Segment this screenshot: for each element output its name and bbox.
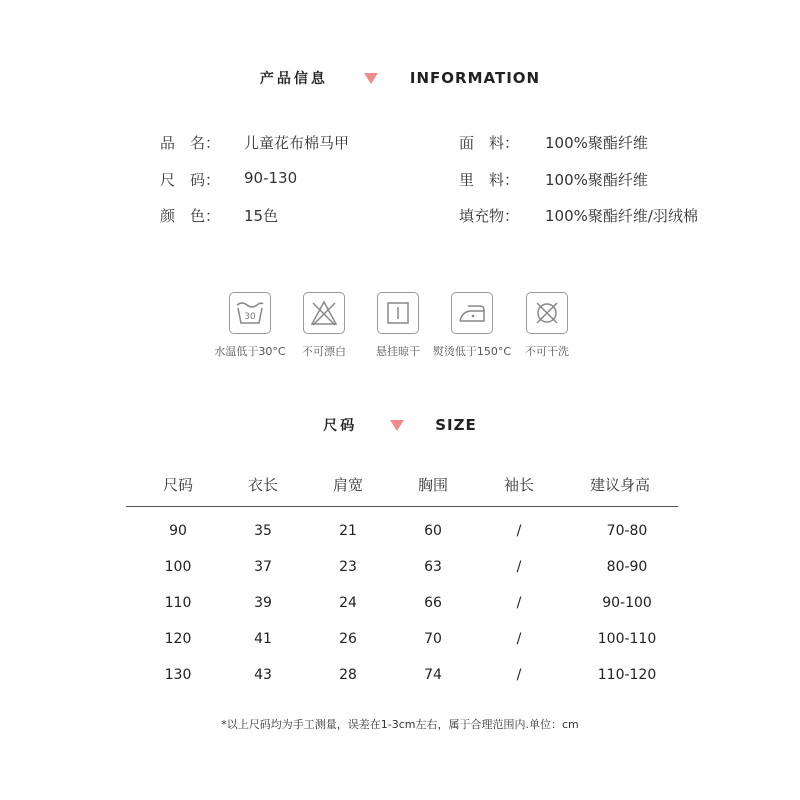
cell-length: 41 xyxy=(254,631,272,647)
size-title-en: SIZE xyxy=(435,416,477,434)
cell-sleeve: / xyxy=(516,631,522,647)
info-label-color: 颜 色： xyxy=(160,207,221,225)
info-label-fabric: 面 料： xyxy=(459,134,520,152)
cell-sleeve: / xyxy=(516,523,522,539)
cell-shoulder: 23 xyxy=(339,559,357,575)
care-label-hang-dry: 悬挂晾干 xyxy=(376,345,420,358)
care-item-wash xyxy=(210,292,290,359)
header-chest: 胸围 xyxy=(417,476,448,494)
no-dry-clean-icon xyxy=(526,292,568,334)
information-title-en: INFORMATION xyxy=(409,69,541,87)
size-title-cn: 尺码 xyxy=(323,418,358,434)
header-shoulder: 肩宽 xyxy=(332,476,363,494)
cell-height: 90-100 xyxy=(602,595,652,611)
info-label-lining: 里 料： xyxy=(459,171,520,189)
care-item-no-dry-clean xyxy=(507,292,587,359)
cell-chest: 74 xyxy=(424,667,442,683)
cell-shoulder: 24 xyxy=(339,595,357,611)
info-label-name: 品 名： xyxy=(160,134,221,152)
care-item-iron xyxy=(432,292,512,359)
no-bleach-icon xyxy=(303,292,345,334)
info-value-fabric: 100%聚酯纤维 xyxy=(545,134,648,152)
cell-size: 90 xyxy=(169,523,187,539)
cell-size: 100 xyxy=(164,559,192,575)
cell-size: 110 xyxy=(164,595,192,611)
cell-chest: 63 xyxy=(424,559,442,575)
measurement-note: *以上尺码均为手工测量，误差在1-3cm左右，属于合理范围内.单位：cm xyxy=(221,718,579,731)
table-divider xyxy=(126,506,678,507)
header-height: 建议身高 xyxy=(589,476,650,494)
care-item-no-bleach xyxy=(284,292,364,359)
info-value-lining: 100%聚酯纤维 xyxy=(545,171,648,189)
cell-height: 110-120 xyxy=(597,667,657,683)
cell-length: 35 xyxy=(254,523,272,539)
cell-shoulder: 26 xyxy=(339,631,357,647)
wash-temp-number: 30 xyxy=(244,312,256,322)
cell-length: 39 xyxy=(254,595,272,611)
information-title-cn: 产品信息 xyxy=(259,71,328,87)
size-section-title xyxy=(0,410,800,440)
cell-length: 37 xyxy=(254,559,272,575)
care-label-wash: 水温低于30°C xyxy=(214,345,286,358)
cell-height: 100-110 xyxy=(597,631,657,647)
cell-size: 130 xyxy=(164,667,192,683)
cell-shoulder: 28 xyxy=(339,667,357,683)
cell-chest: 66 xyxy=(424,595,442,611)
header-size: 尺码 xyxy=(162,476,193,494)
cell-chest: 60 xyxy=(424,523,442,539)
cell-length: 43 xyxy=(254,667,272,683)
cell-size: 120 xyxy=(164,631,192,647)
triangle-down-icon xyxy=(364,73,378,84)
cell-height: 80-90 xyxy=(606,559,648,575)
care-item-hang-dry xyxy=(358,292,438,359)
cell-sleeve: / xyxy=(516,667,522,683)
wash-30-icon xyxy=(229,292,271,334)
cell-shoulder: 21 xyxy=(339,523,357,539)
info-label-filling: 填充物： xyxy=(459,207,520,225)
header-length: 衣长 xyxy=(247,476,278,494)
header-sleeve: 袖长 xyxy=(503,476,534,494)
information-section-title xyxy=(0,63,800,93)
cell-sleeve: / xyxy=(516,559,522,575)
info-value-color: 15色 xyxy=(244,207,279,225)
cell-sleeve: / xyxy=(516,595,522,611)
care-label-no-dry-clean: 不可干洗 xyxy=(525,345,569,358)
cell-chest: 70 xyxy=(424,631,442,647)
info-value-size: 90-130 xyxy=(244,169,298,187)
care-label-no-bleach: 不可漂白 xyxy=(302,345,346,358)
info-value-name: 儿童花布棉马甲 xyxy=(244,134,350,152)
care-label-iron: 熨烫低于150°C xyxy=(432,345,512,358)
cell-height: 70-80 xyxy=(606,523,648,539)
info-value-filling: 100%聚酯纤维/羽绒棉 xyxy=(545,207,698,225)
hang-dry-icon xyxy=(377,292,419,334)
triangle-down-icon xyxy=(390,420,404,431)
iron-low-icon xyxy=(451,292,493,334)
info-label-size: 尺 码： xyxy=(160,171,221,189)
